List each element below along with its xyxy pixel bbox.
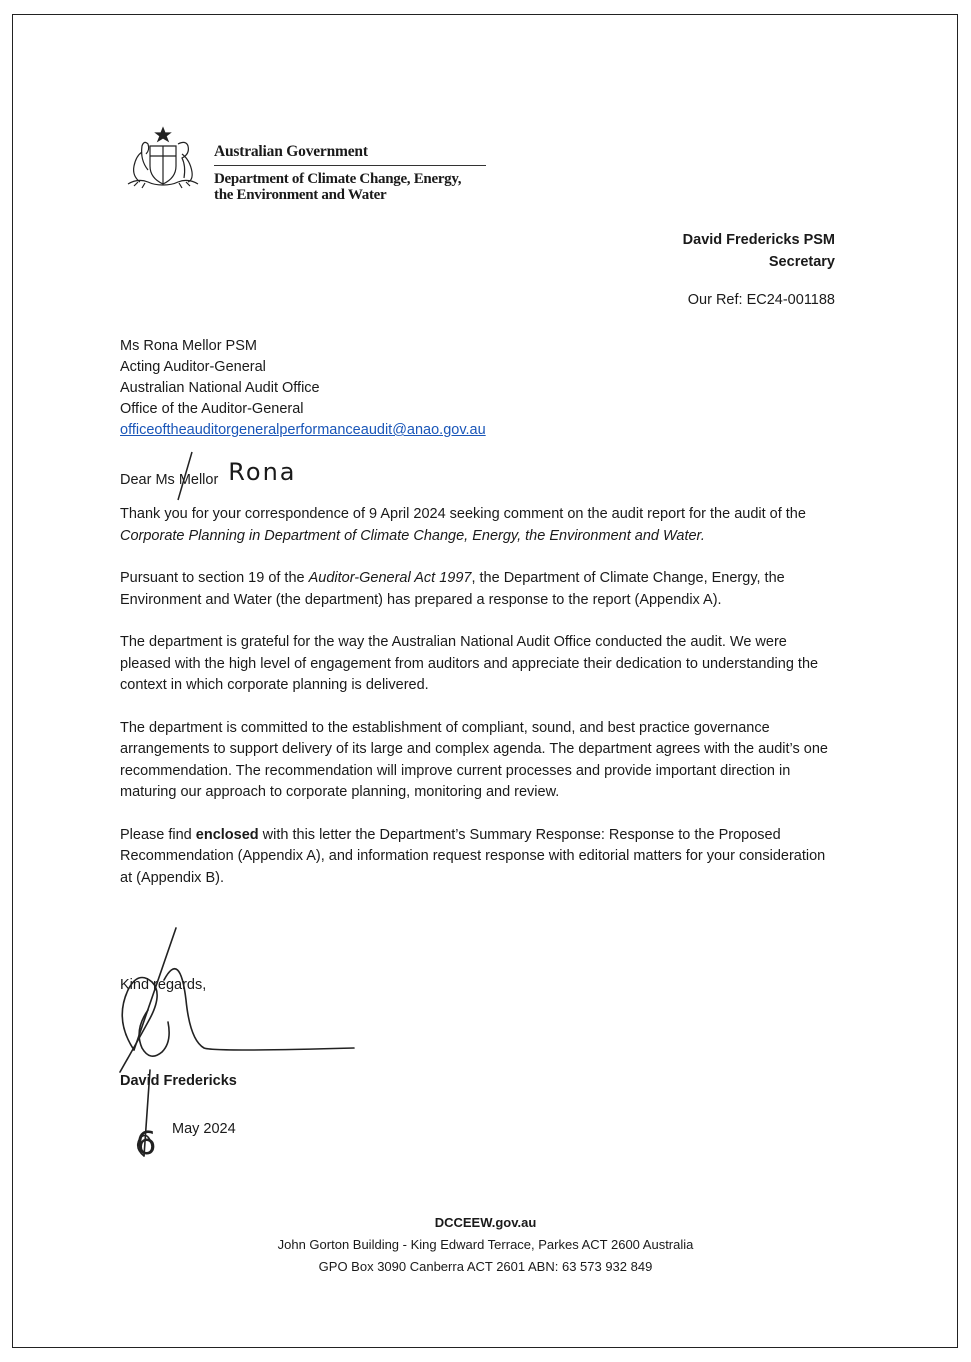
- paragraph-1-text: Thank you for your correspondence of 9 April 2024 seeking comment on the audit report for the audit of the: [120, 506, 806, 522]
- sender-block: [683, 229, 835, 273]
- handwritten-first-name: Rona: [228, 458, 297, 486]
- paragraph-1: [120, 504, 840, 547]
- footer: [0, 1212, 971, 1278]
- department-name-line2: the Environment and Water: [214, 187, 387, 203]
- paragraph-2-text-b: , the Department of Climate Change, Energy, the Environment and Water (the department) has prepared a response to the report (Appendix A).: [120, 570, 785, 608]
- enclosed-emphasis: enclosed: [195, 826, 259, 843]
- letterhead-divider: [214, 165, 486, 166]
- paragraph-5-text-a: Please find: [120, 826, 196, 843]
- act-title: Auditor-General Act 1997: [308, 570, 472, 586]
- pen-strike-mark: [170, 448, 210, 508]
- paragraph-4: The department is committed to the establishment of compliant, sound, and best practice governance arrangements to support delivery of its large and complex agenda. The department agrees with the audit’s one recommendation. The recommendation will improve current processes and provide important direction in maturing our approach to corporate planning, monitoring and review.: [120, 719, 828, 800]
- footer-postal: GPO Box 3090 Canberra ACT 2601 ABN: 63 573 932 849: [318, 1259, 653, 1274]
- paragraph-2: [120, 568, 840, 611]
- recipient-role: Acting Auditor-General: [120, 359, 266, 375]
- coat-of-arms-logo: [120, 126, 206, 192]
- paragraph-5-text-b: with this letter the Department’s Summary Response: Response to the Proposed Recommendation (Appendix A), and information request response with editorial matters for your consideration at (Appendix B).: [120, 826, 826, 886]
- letter-date: May 2024: [172, 1121, 236, 1137]
- letterhead: [214, 143, 486, 203]
- paragraph-5: [120, 825, 840, 890]
- paragraph-2-text-a: Pursuant to section 19 of the: [120, 570, 309, 586]
- sender-name: David Fredericks PSM: [682, 232, 835, 248]
- recipient-org: Australian National Audit Office: [120, 380, 320, 396]
- salutation-text: Dear Ms Mellor: [120, 472, 219, 488]
- department-name-line1: Department of Climate Change, Energy,: [214, 171, 462, 187]
- recipient-block: [120, 336, 486, 441]
- recipient-name: Ms Rona Mellor PSM: [120, 338, 257, 354]
- reference-number: Our Ref: EC24-001188: [687, 292, 835, 308]
- sender-title: Secretary: [768, 254, 835, 270]
- handwritten-day: 6: [136, 1124, 157, 1162]
- closing: Kind regards,: [120, 977, 207, 993]
- letter-body: [120, 504, 840, 910]
- audit-title: Corporate Planning in Department of Climate Change, Energy, the Environment and Water.: [120, 527, 705, 544]
- paragraph-3: The department is grateful for the way the Australian National Audit Office conducted the audit. We were pleased with the high level of engagement from auditors and appreciate their dedication to understanding the context in which corporate planning is delivered.: [120, 634, 819, 693]
- recipient-email-link[interactable]: officeoftheauditorgeneralperformanceaudit@anao.gov.au: [120, 422, 486, 438]
- recipient-office: Office of the Auditor-General: [120, 401, 304, 417]
- footer-website: DCCEEW.gov.au: [434, 1215, 537, 1230]
- government-name: Australian Government: [214, 143, 368, 160]
- signatory-name: David Fredericks: [120, 1073, 237, 1089]
- footer-address: John Gorton Building - King Edward Terrace, Parkes ACT 2600 Australia: [277, 1237, 694, 1252]
